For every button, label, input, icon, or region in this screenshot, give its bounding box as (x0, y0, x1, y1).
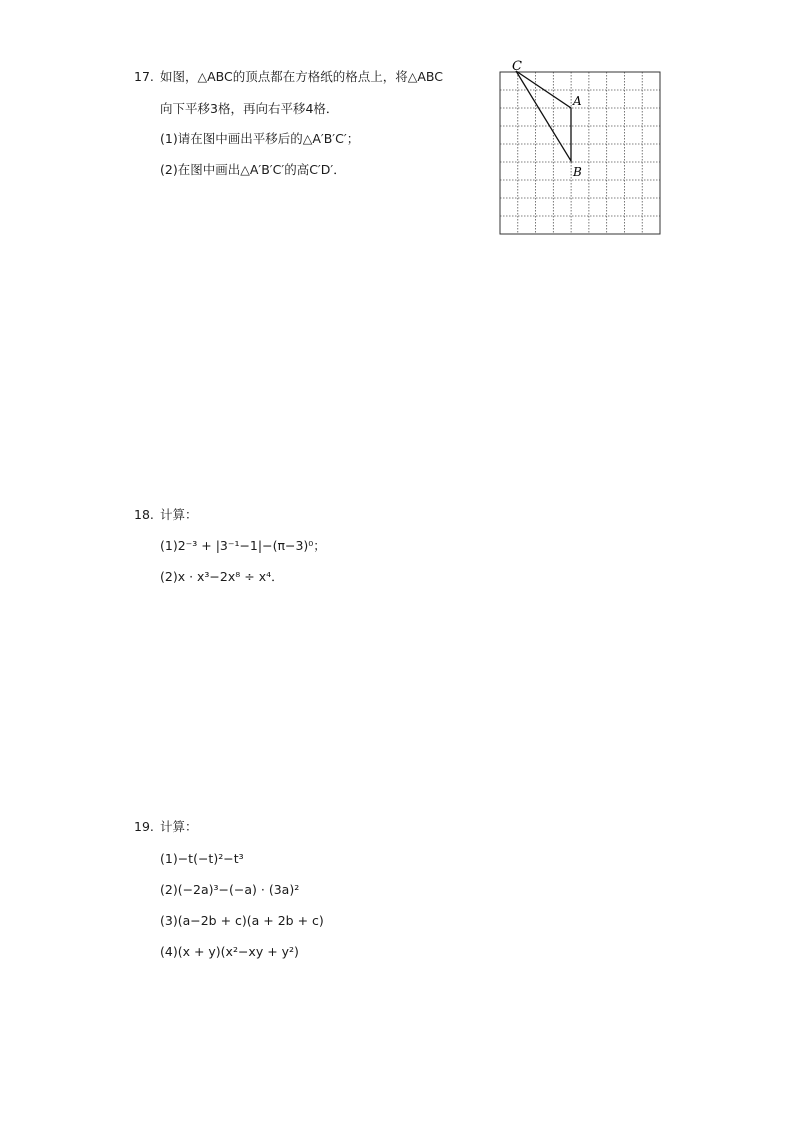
label-b: B (573, 165, 582, 179)
q18-part2: (2)x · x³−2x⁸ ÷ x⁴． (160, 569, 284, 584)
q18-part1: (1)2⁻³ + |3⁻¹−1|−(π−3)⁰； (160, 538, 326, 553)
q19-part4: (4)(x + y)(x²−xy + y²) (160, 944, 299, 959)
q17-number: 17. (134, 69, 154, 84)
q19-part3: (3)(a−2b + c)(a + 2b + c) (160, 913, 324, 928)
q19-part2: (2)(−2a)³−(−a) · (3a)² (160, 882, 300, 897)
q17-stem-line1: 如图，△ABC的顶点都在方格纸的格点上，将△ABC (160, 69, 443, 84)
q19-part1: (1)−t(−t)²−t³ (160, 851, 244, 866)
q17-stem-line2: 向下平移3格，再向右平移4格． (160, 101, 339, 116)
q19-title: 计算： (160, 819, 198, 834)
label-c: C (512, 59, 522, 74)
q17-part2: (2)在图中画出△A′B′C′的高C′D′． (160, 162, 346, 177)
q18-title: 计算： (160, 507, 198, 522)
q18-number: 18. (134, 507, 154, 522)
triangle-abc (516, 71, 571, 161)
q17-part1: (1)请在图中画出平移后的△A′B′C′； (160, 131, 360, 146)
q19-number: 19. (134, 819, 154, 834)
label-a: A (573, 94, 582, 108)
